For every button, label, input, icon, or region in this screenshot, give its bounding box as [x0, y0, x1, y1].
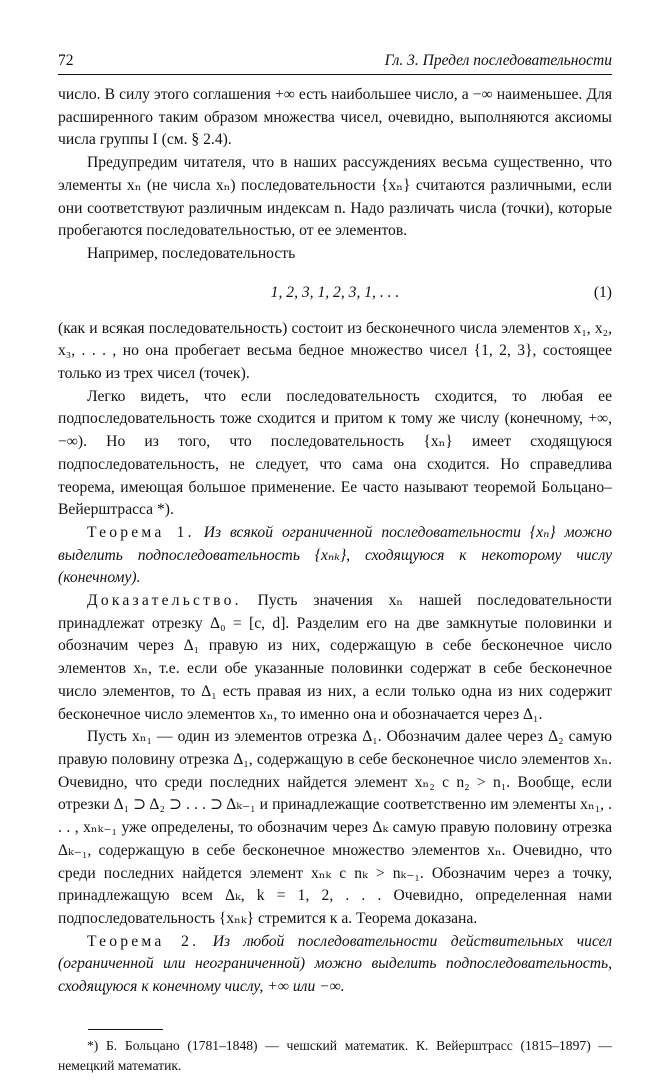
- paragraph-continuation: число. В силу этого соглашения +∞ есть наибольшее число, а −∞ наименьшее. Для расширенного таким образом множества чисел, очевидно, выполняются аксиомы числа группы I (см. § 2.4).: [58, 86, 612, 149]
- running-title: Гл. 3. Предел последовательности: [384, 52, 612, 69]
- proof-label: Доказательство.: [87, 592, 242, 610]
- formula-expression: 1, 2, 3, 1, 2, 3, 1, . . .: [270, 283, 400, 301]
- paragraph-subsequence: Легко видеть, что если последовательность сходится, то любая ее подпоследовательность тоже сходится и притом к тому же числу (конечному, +∞, −∞). Но из того, что последовательность {xₙ} имеет сходящуюся подпоследовательность, не следует, что сама она сходится. Но справедлива теорема, имеющая большое применение. Ее часто называют теоремой Больцано–Вейерштрасса *).: [58, 387, 612, 519]
- book-page: [58, 52, 612, 1089]
- paragraph-example-explanation: (как и всякая последовательность) состоит из бесконечного числа элементов x₁, x₂, x₃, . . . , но она пробегает весьма бедное множество чисел {1, 2, 3}, состоящее только из трех чисел (точек).: [58, 319, 612, 383]
- theorem-1: [58, 522, 612, 590]
- paragraph-warning: Предупредим читателя, что в наших рассуждениях весьма существенно, что элементы xₙ (не числа xₙ) последовательности {xₙ} считаются различными, если они соответствуют различным индексам n. Надо различать числа (точки), которые пробегаются последовательностью, от ее элементов.: [58, 154, 612, 240]
- page-number: 72: [58, 52, 74, 69]
- proof-text: Пусть значения xₙ нашей последовательности принадлежат отрезку Δ₀ = [c, d]. Разделим его на две замкнутые половинки и обозначим через Δ₁ правую из них, содержащую в себе бесконечное число элементов xₙ, т.е. если обе указанные половинки содержат в себе бесконечное число элементов, то Δ₁ есть правая из них, а если только одна из них содержит бесконечное число элементов xₙ, то именно она и обозначается через Δ₁.: [58, 592, 612, 723]
- theorem-1-statement: Из всякой ограниченной последовательности {xₙ} можно выделить подпоследовательность {xₙₖ}, сходящуюся к некоторому числу (конечному).: [58, 523, 612, 587]
- paragraph-proof-continued: Пусть xₙ₁ — один из элементов отрезка Δ₁. Обозначим далее через Δ₂ самую правую половину отрезка Δ₁, содержащую в себе бесконечное число элементов xₙ. Очевидно, что среди последних найдется элемент xₙ₂ с n₂ > n₁. Вообще, если отрезки Δ₁ ⊃ Δ₂ ⊃ . . . ⊃ Δₖ₋₁ и принадлежащие соответственно им элементы xₙ₁, . . . , xₙₖ₋₁ уже определены, то обозначим через Δₖ самую правую половину отрезка Δₖ₋₁, содержащую в себе бесконечное множество элементов xₙ. Очевидно, что среди последних найдется элемент xₙₖ с nₖ > nₖ₋₁. Обозначим через a точку, принадлежащую всем Δₖ, k = 1, 2, . . . Очевидно, определенная нами подпоследовательность {xₙₖ} стремится к a. Теорема доказана.: [58, 728, 612, 927]
- proof: [58, 590, 612, 726]
- footnote: *) Б. Больцано (1781–1848) — чешский математик. К. Вейерштрасс (1815–1897) — немецкий математик.: [58, 1037, 612, 1073]
- page-body: [58, 84, 612, 999]
- formula-number: (1): [593, 283, 612, 301]
- footnote-divider: [88, 1029, 163, 1030]
- theorem-1-label: Теорема 1.: [87, 523, 195, 541]
- theorem-2-label: Теорема 2.: [87, 932, 200, 950]
- display-formula: [58, 272, 612, 314]
- running-header: [58, 52, 612, 75]
- theorem-2: [58, 931, 612, 999]
- paragraph-example-intro: Например, последовательность: [87, 244, 296, 262]
- theorem-2-statement: Из любой последовательности действительных чисел (ограниченной или неограниченной) можно выделить подпоследовательность, сходящуюся к конечному числу, +∞ или −∞.: [58, 932, 613, 996]
